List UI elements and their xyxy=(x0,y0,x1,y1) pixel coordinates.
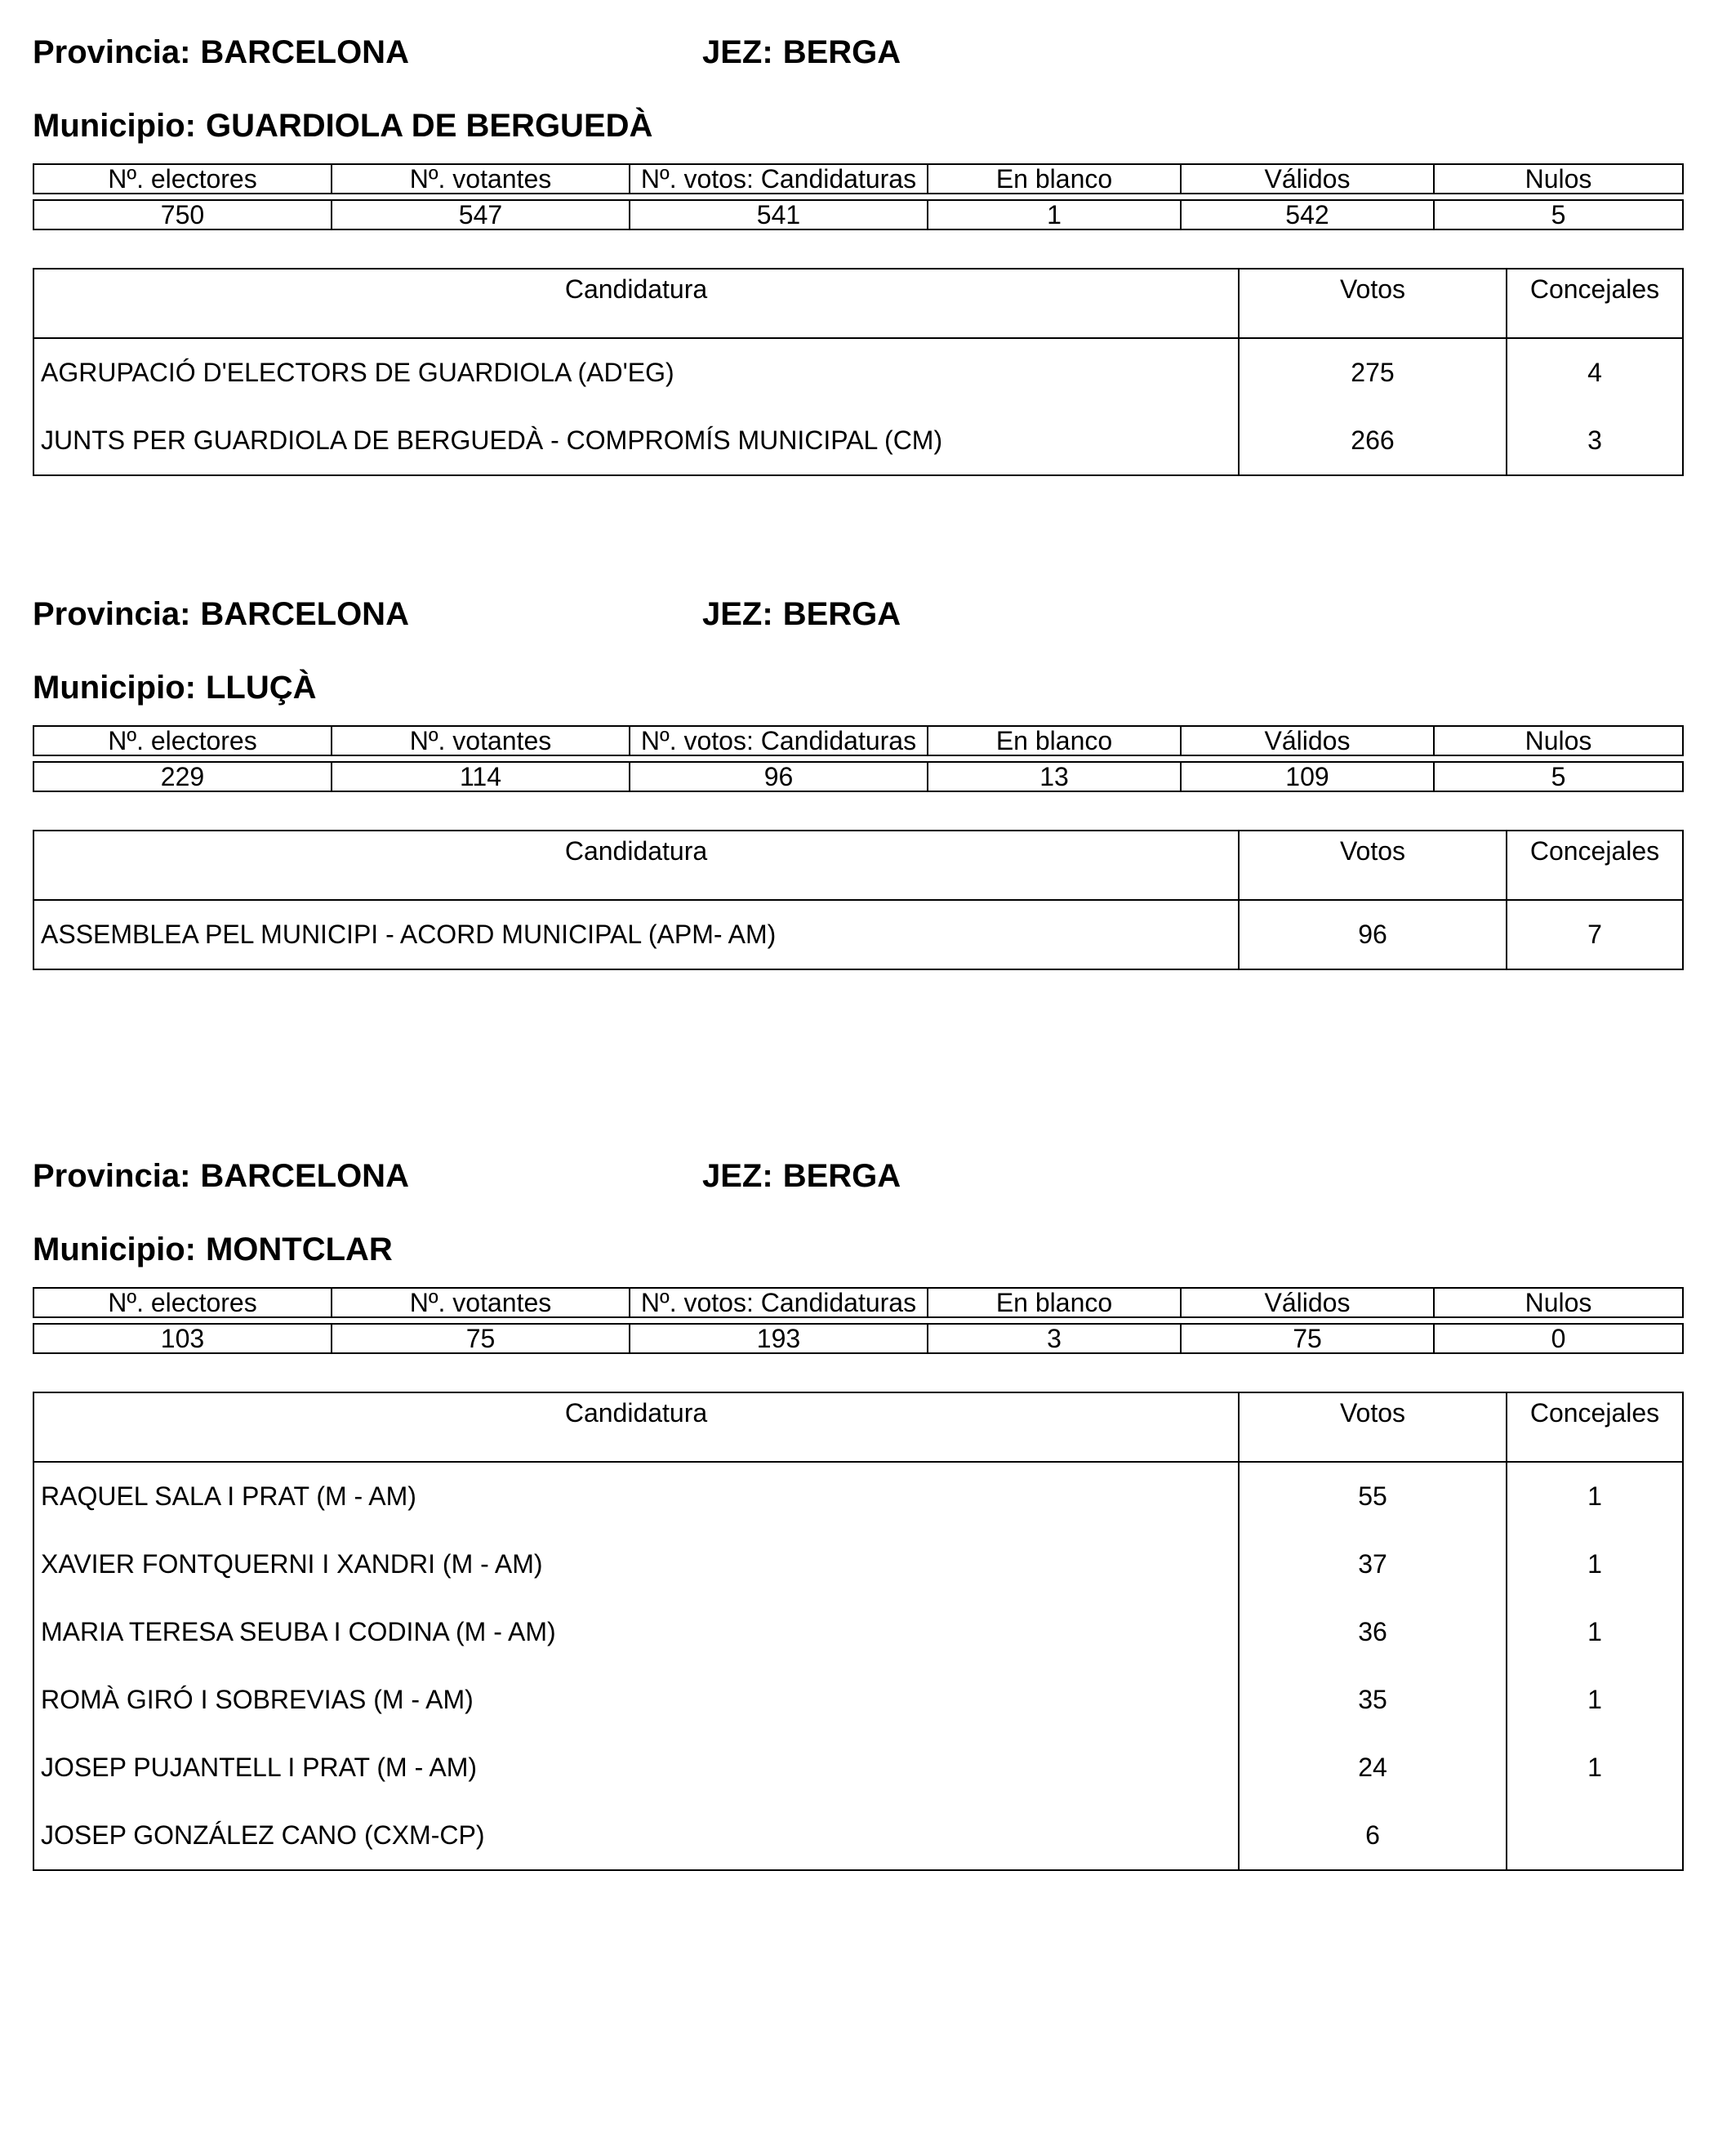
cand-concejales: 1 xyxy=(1507,1462,1683,1530)
summary-header: Nº. electores xyxy=(33,1288,332,1317)
municipio-line xyxy=(33,668,1682,719)
cand-name: RAQUEL SALA I PRAT (M - AM) xyxy=(41,1481,416,1511)
summary-value: 109 xyxy=(1181,762,1434,791)
table-row xyxy=(33,1462,1683,1530)
provincia-line xyxy=(33,595,409,634)
cand-concejales: 7 xyxy=(1507,900,1683,969)
summary-value: 5 xyxy=(1434,200,1683,229)
cand-concejales: 3 xyxy=(1507,407,1683,475)
cand-header-concejales: Concejales xyxy=(1507,831,1683,900)
summary-table xyxy=(33,163,1684,230)
municipio-value: MONTCLAR xyxy=(205,1232,393,1267)
municipio-section-montclar xyxy=(33,1156,1682,1871)
summary-header: Nº. votos: Candidaturas xyxy=(630,164,928,194)
summary-header: Válidos xyxy=(1181,1288,1434,1317)
summary-header: Nº. electores xyxy=(33,726,332,755)
cand-header-candidatura: Candidatura xyxy=(33,1392,1239,1462)
cand-header-concejales: Concejales xyxy=(1507,269,1683,338)
table-row xyxy=(33,1666,1683,1734)
summary-header: Nulos xyxy=(1434,726,1683,755)
summary-value: 750 xyxy=(33,200,332,229)
summary-header: Nº. votantes xyxy=(332,164,630,194)
cand-concejales: 4 xyxy=(1507,338,1683,407)
summary-value: 542 xyxy=(1181,200,1434,229)
summary-value: 5 xyxy=(1434,762,1683,791)
jez-label: JEZ: xyxy=(702,596,773,632)
summary-header: Nulos xyxy=(1434,1288,1683,1317)
cand-votos: 266 xyxy=(1239,407,1507,475)
summary-header: Nº. votantes xyxy=(332,1288,630,1317)
summary-header: En blanco xyxy=(928,164,1181,194)
jez-line xyxy=(702,1156,901,1196)
summary-value: 114 xyxy=(332,762,630,791)
cand-header-candidatura: Candidatura xyxy=(33,269,1239,338)
cand-name: JOSEP GONZÁLEZ CANO (CXM-CP) xyxy=(41,1820,485,1850)
table-row xyxy=(33,1598,1683,1666)
jez-value: BERGA xyxy=(782,1158,901,1194)
provincia-label: Provincia: xyxy=(33,34,191,70)
section-header xyxy=(33,1156,1682,1230)
cand-header-candidatura: Candidatura xyxy=(33,831,1239,900)
provincia-label: Provincia: xyxy=(33,596,191,632)
jez-label: JEZ: xyxy=(702,1158,773,1194)
provincia-line xyxy=(33,33,409,72)
summary-value: 0 xyxy=(1434,1324,1683,1353)
cand-name: JUNTS PER GUARDIOLA DE BERGUEDÀ - COMPROMÍS MUNICIPAL (CM) xyxy=(41,425,943,455)
summary-header: Válidos xyxy=(1181,164,1434,194)
cand-name: MARIA TERESA SEUBA I CODINA (M - AM) xyxy=(41,1617,556,1646)
cand-header-votos: Votos xyxy=(1239,831,1507,900)
provincia-value: BARCELONA xyxy=(200,34,409,70)
summary-value: 96 xyxy=(630,762,928,791)
municipio-line xyxy=(33,106,1682,157)
summary-value: 3 xyxy=(928,1324,1181,1353)
municipio-section-lluca xyxy=(33,595,1682,970)
summary-value: 13 xyxy=(928,762,1181,791)
cand-votos: 24 xyxy=(1239,1734,1507,1802)
jez-value: BERGA xyxy=(782,34,901,70)
candidaturas-table xyxy=(33,830,1684,970)
section-header xyxy=(33,33,1682,106)
table-row xyxy=(33,338,1683,407)
jez-label: JEZ: xyxy=(702,34,773,70)
cand-name: XAVIER FONTQUERNI I XANDRI (M - AM) xyxy=(41,1549,543,1579)
cand-votos: 35 xyxy=(1239,1666,1507,1734)
provincia-value: BARCELONA xyxy=(200,1158,409,1194)
cand-votos: 37 xyxy=(1239,1530,1507,1598)
summary-header: Nº. votos: Candidaturas xyxy=(630,1288,928,1317)
jez-value: BERGA xyxy=(782,596,901,632)
table-row xyxy=(33,900,1683,969)
cand-concejales: 1 xyxy=(1507,1598,1683,1666)
summary-header: En blanco xyxy=(928,726,1181,755)
summary-header: Nº. votos: Candidaturas xyxy=(630,726,928,755)
candidaturas-table xyxy=(33,268,1684,476)
summary-header: Válidos xyxy=(1181,726,1434,755)
summary-value: 75 xyxy=(1181,1324,1434,1353)
municipio-label: Municipio: xyxy=(33,1232,196,1267)
provincia-label: Provincia: xyxy=(33,1158,191,1194)
summary-value: 1 xyxy=(928,200,1181,229)
cand-votos: 6 xyxy=(1239,1802,1507,1870)
cand-votos: 275 xyxy=(1239,338,1507,407)
summary-table xyxy=(33,725,1684,792)
cand-concejales: 1 xyxy=(1507,1666,1683,1734)
table-row xyxy=(33,407,1683,475)
municipio-section-guardiola xyxy=(33,33,1682,476)
cand-name: JOSEP PUJANTELL I PRAT (M - AM) xyxy=(41,1753,478,1782)
summary-value: 547 xyxy=(332,200,630,229)
jez-line xyxy=(702,33,901,72)
summary-value: 229 xyxy=(33,762,332,791)
table-row xyxy=(33,1734,1683,1802)
cand-votos: 36 xyxy=(1239,1598,1507,1666)
jez-line xyxy=(702,595,901,634)
cand-name: AGRUPACIÓ D'ELECTORS DE GUARDIOLA (AD'EG) xyxy=(41,358,674,387)
municipio-value: LLUÇÀ xyxy=(205,670,317,706)
provincia-line xyxy=(33,1156,409,1196)
cand-votos: 55 xyxy=(1239,1462,1507,1530)
municipio-label: Municipio: xyxy=(33,670,196,706)
provincia-value: BARCELONA xyxy=(200,596,409,632)
summary-value: 193 xyxy=(630,1324,928,1353)
summary-value: 103 xyxy=(33,1324,332,1353)
candidaturas-table xyxy=(33,1392,1684,1871)
cand-header-votos: Votos xyxy=(1239,1392,1507,1462)
municipio-line xyxy=(33,1230,1682,1281)
municipio-value: GUARDIOLA DE BERGUEDÀ xyxy=(205,108,653,144)
cand-concejales: 1 xyxy=(1507,1734,1683,1802)
table-row xyxy=(33,1802,1683,1870)
cand-name: ASSEMBLEA PEL MUNICIPI - ACORD MUNICIPAL (APM- AM) xyxy=(41,920,777,949)
summary-value: 75 xyxy=(332,1324,630,1353)
cand-name: ROMÀ GIRÓ I SOBREVIAS (M - AM) xyxy=(41,1685,474,1714)
summary-table xyxy=(33,1287,1684,1354)
summary-header: Nº. votantes xyxy=(332,726,630,755)
cand-votos: 96 xyxy=(1239,900,1507,969)
summary-header: Nulos xyxy=(1434,164,1683,194)
summary-value: 541 xyxy=(630,200,928,229)
cand-concejales xyxy=(1507,1802,1683,1870)
section-header xyxy=(33,595,1682,668)
cand-header-concejales: Concejales xyxy=(1507,1392,1683,1462)
cand-concejales: 1 xyxy=(1507,1530,1683,1598)
summary-header: En blanco xyxy=(928,1288,1181,1317)
table-row xyxy=(33,1530,1683,1598)
summary-header: Nº. electores xyxy=(33,164,332,194)
municipio-label: Municipio: xyxy=(33,108,196,144)
cand-header-votos: Votos xyxy=(1239,269,1507,338)
